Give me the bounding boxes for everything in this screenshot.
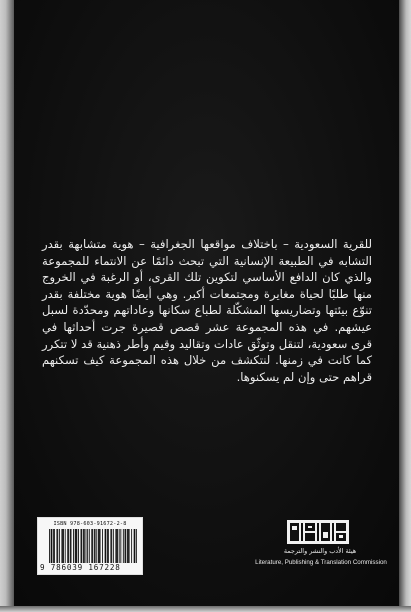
- back-cover-blurb: [42, 236, 372, 385]
- barcode-bar: [115, 529, 116, 563]
- barcode-bar: [123, 529, 124, 563]
- barcode-bar: [95, 529, 96, 563]
- barcode-bar: [134, 529, 135, 563]
- barcode-bar: [120, 529, 121, 563]
- barcode-bar: [98, 529, 99, 563]
- barcode-bar: [62, 529, 63, 563]
- barcode-bar: [53, 529, 54, 563]
- barcode-bar: [61, 529, 62, 563]
- barcode-bar: [86, 529, 87, 563]
- barcode-bar: [89, 529, 90, 563]
- barcode-bar: [127, 529, 128, 563]
- barcode-bar: [71, 529, 72, 563]
- barcode-bar: [87, 529, 88, 563]
- barcode-bar: [51, 529, 52, 563]
- barcode-digits: 9 786039 167228: [40, 563, 121, 572]
- barcode-bar: [51, 529, 52, 563]
- commission-logo-icon: [287, 520, 349, 544]
- barcode-label: [37, 517, 143, 575]
- barcode-bar: [83, 529, 84, 563]
- barcode-bar: [63, 529, 64, 563]
- barcode-bar: [108, 529, 109, 563]
- barcode-bar: [125, 529, 126, 563]
- barcode-bar: [125, 529, 126, 563]
- isbn-text: ISBN 978-603-91672-2-8: [53, 521, 127, 527]
- barcode-bar: [49, 529, 50, 563]
- barcode-bar: [76, 529, 77, 563]
- barcode-bar: [84, 529, 85, 563]
- barcode-bar: [73, 529, 74, 563]
- barcode-bar: [56, 529, 57, 563]
- barcode-bar: [94, 529, 95, 563]
- barcode-bar: [100, 529, 101, 563]
- barcode-bar: [75, 529, 76, 563]
- barcode-bar: [65, 529, 66, 563]
- barcode-bar: [76, 529, 77, 563]
- barcode-bar: [117, 529, 118, 563]
- barcode-bar: [59, 529, 60, 563]
- barcode-bar: [67, 529, 68, 563]
- barcode-bar: [105, 529, 106, 563]
- page-edge-left: [0, 0, 14, 612]
- blurb-text: للقرية السعودية – باختلاف مواقعها الجغرافية – هوية متشابهة بقدر التشابه في الطبيعة الإنسانية التي تبحث دائمًا عن الانتماء للمجموعة والذي كان الدافع الأساسي لتكوين تلك القرى، أو الرغبة في الخروج منها طلبًا لحياة مغايرة ومجتمعات أكبر. وهي أيضًا هوية مختلفة بقدر تنوّع بيئتها وتضاريسها المشكّلة لطباع سكانها وعاداتهم ومحدّدة لسبل عيشهم. في هذه المجموعة عشر قصص قصيرة جرت أحداثها في قرى سعودية، لتنقل وتوثّق عادات وتقاليد وقيم وأطر ذهنية قد لا تتكرر كما كانت في زمنها. لنتكشف من خلال هذه المجموعة كيف تسكنهم قراهم حتى وإن لم يسكنوها.: [42, 237, 372, 384]
- page-edge-bottom: [0, 606, 411, 612]
- barcode-bar: [81, 529, 82, 563]
- barcode-bar: [70, 529, 71, 563]
- barcode-bar: [92, 529, 93, 563]
- barcode-bar: [111, 529, 112, 563]
- barcode-bar: [54, 529, 55, 563]
- barcode-bar: [128, 529, 129, 563]
- barcode-bar: [78, 529, 79, 563]
- barcode-bar: [113, 529, 114, 563]
- page-edge-right: [399, 0, 411, 612]
- barcode-bar: [119, 529, 120, 563]
- barcode-bar: [91, 529, 92, 563]
- barcode-bar: [68, 529, 69, 563]
- barcode-bar: [110, 529, 111, 563]
- barcode-bar: [135, 529, 136, 563]
- barcode-bar: [99, 529, 100, 563]
- barcode-bar: [136, 529, 137, 563]
- publisher-name-arabic: هيئة الأدب والنشر والترجمة: [283, 547, 357, 555]
- barcode-bar: [81, 529, 82, 563]
- barcode-bar: [57, 529, 58, 563]
- publisher-name-english: Literature, Publishing & Translation Commission: [255, 559, 387, 566]
- barcode-bar: [129, 529, 130, 563]
- barcode-bar: [102, 529, 103, 563]
- barcode-bar: [107, 529, 108, 563]
- barcode-bar: [116, 529, 117, 563]
- barcode-bar: [105, 529, 106, 563]
- barcode-bar: [96, 529, 97, 563]
- barcode-bars: [49, 529, 137, 563]
- barcode-bar: [131, 529, 132, 563]
